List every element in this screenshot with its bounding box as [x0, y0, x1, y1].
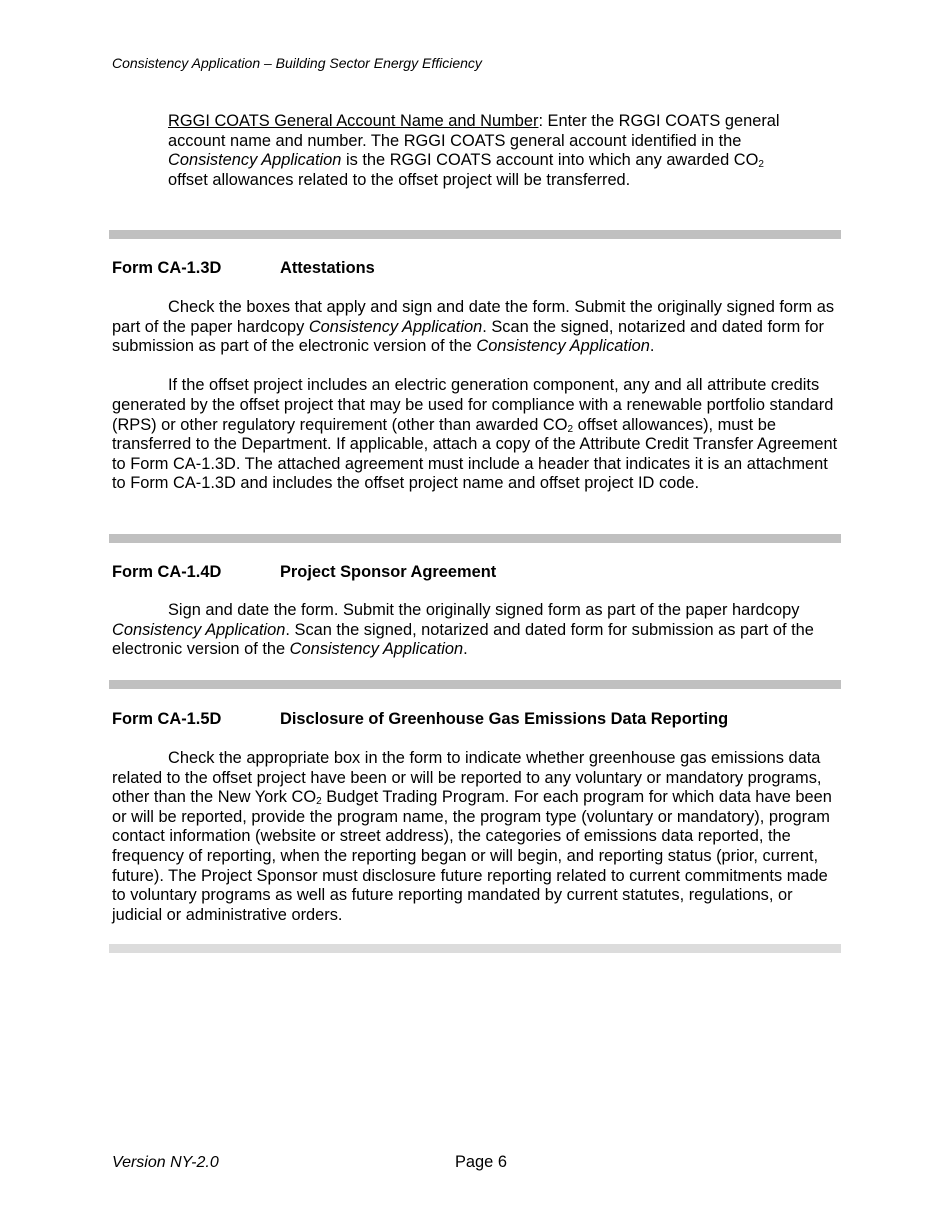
- text-run: Check the appropriate box in the form to indicate whether greenhouse gas emissions data related to the offset project have been or will be reported to any voluntary or mandatory programs, other than the New York CO: [112, 749, 822, 807]
- text-run: Sign and date the form. Submit the originally signed form as part of the paper hardcopy: [168, 601, 800, 619]
- form-code: Form CA-1.3D: [112, 259, 222, 277]
- coats-text-3: is the RGGI COATS account into which any awarded CO: [341, 151, 759, 170]
- footer-page-number: Page 6: [455, 1153, 507, 1171]
- coats-text-1: : Enter the RGGI COATS general account name and number. The RGGI COATS general account identified in the: [168, 112, 780, 150]
- coats-text-italic: Consistency Application: [168, 151, 342, 170]
- text-run: If the offset project includes an electric generation component, any and all attribute credits generated by the offset project that may be used for compliance with a renewable portfolio standard (RPS) or other regulatory requirement (other than awarded CO: [112, 376, 834, 434]
- section-divider: [109, 230, 841, 239]
- coats-account-paragraph: [168, 112, 788, 190]
- form-code: Form CA-1.4D: [112, 563, 222, 581]
- text-run: offset allowances), must be transferred to the Department. If applicable, attach a copy of the Attribute Credit Transfer Agreement to Form CA-1.3D. The attached agreement must include a header that indicates it is an attachment to Form CA-1.3D and includes the offset project name and offset project ID code.: [112, 415, 838, 493]
- text-run: . Scan the signed, notarized and dated form for submission as part of the electronic version of the: [112, 620, 814, 659]
- form-ca-1-5d-heading: [112, 710, 728, 729]
- form-title: Attestations: [280, 259, 375, 277]
- text-run-italic: Consistency Application: [289, 640, 464, 659]
- ca15-paragraph-1: [112, 749, 840, 925]
- ca13-instructions: [112, 298, 840, 494]
- section-divider: [109, 534, 841, 543]
- text-run: .: [463, 640, 468, 659]
- text-run-italic: Consistency Application: [308, 317, 483, 336]
- form-ca-1-3d-heading: [112, 259, 375, 278]
- co2-subscript: 2: [567, 423, 574, 435]
- text-run: .: [649, 337, 655, 356]
- text-run: Check the boxes that apply and sign and date the form. Submit the originally signed form as part of the paper hardcopy: [112, 298, 835, 336]
- footer-version: Version NY-2.0: [112, 1154, 219, 1171]
- text-run-italic: Consistency Application: [476, 337, 650, 356]
- ca14-paragraph-1: [112, 601, 840, 660]
- text-run: . Scan the signed, notarized and dated form for submission as part of the electronic version of the: [112, 317, 824, 356]
- running-header: Consistency Application – Building Sector Energy Efficiency: [112, 55, 482, 71]
- ca13-paragraph-1: [112, 298, 840, 357]
- form-title: Disclosure of Greenhouse Gas Emissions Data Reporting: [280, 710, 729, 728]
- text-run: Budget Trading Program. For each program for which data have been or will be reported, provide the program name, the program type (voluntary or mandatory), program contact information (website or street address), the categories of emissions data reported, the frequency of reporting, when the reporting began or will begin, and reporting status (prior, current, future). The Project Sponsor must disclosure future reporting related to current commitments made to voluntary programs as well as future reporting mandated by current statutes, regulations, or judicial or administrative orders.: [112, 788, 832, 924]
- form-code: Form CA-1.5D: [112, 710, 222, 728]
- co2-subscript: 2: [316, 796, 322, 808]
- ca13-paragraph-2: [112, 376, 840, 494]
- ca15-instructions: [112, 749, 840, 925]
- co2-subscript: 2: [758, 159, 764, 171]
- text-run-italic: Consistency Application: [112, 620, 286, 639]
- ca14-instructions: [112, 601, 840, 660]
- coats-text-4: offset allowances related to the offset project will be transferred.: [168, 170, 631, 189]
- form-ca-1-4d-heading: [112, 563, 496, 582]
- section-divider: [109, 680, 841, 689]
- section-divider: [109, 944, 841, 953]
- coats-account-label: RGGI COATS General Account Name and Number: [168, 112, 539, 130]
- form-title: Project Sponsor Agreement: [280, 563, 497, 581]
